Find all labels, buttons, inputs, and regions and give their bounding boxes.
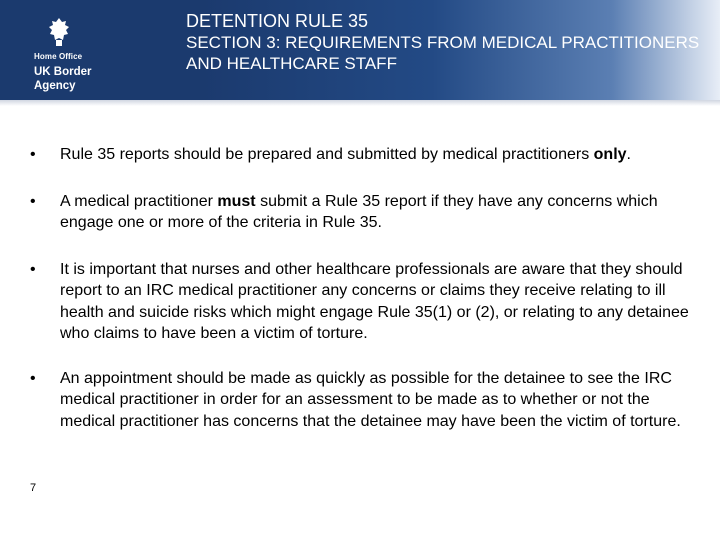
bullet-text-emphasis: only bbox=[593, 146, 627, 163]
bullet-icon: • bbox=[30, 369, 36, 387]
header-banner bbox=[0, 0, 720, 100]
logo-agency: Agency bbox=[34, 80, 76, 92]
title-block bbox=[186, 10, 706, 74]
bullet-item bbox=[26, 191, 706, 234]
uk-border-agency-logo bbox=[14, 12, 154, 100]
bullet-text: It is important that nurses and other healthcare professionals are aware that they should report to an IRC medical practitioner any concerns or claims they receive relating to ill health and suicide risks which might engage Rule 35(1) or (2), or relating to any detainee who claims to have been a victim of torture. bbox=[60, 260, 689, 342]
bullet-text-part: . bbox=[626, 146, 631, 163]
header-divider bbox=[0, 100, 720, 106]
bullet-text-part: Rule 35 reports should be prepared and submitted by medical practitioners bbox=[60, 146, 594, 163]
logo-home-office: Home Office bbox=[34, 52, 83, 61]
bullet-item bbox=[26, 259, 706, 345]
bullet-text-emphasis: must bbox=[217, 192, 256, 210]
page-subtitle: SECTION 3: REQUIREMENTS FROM MEDICAL PRACTITIONERS AND HEALTHCARE STAFF bbox=[186, 33, 700, 73]
bullet-text: An appointment should be made as quickly as possible for the detainee to see the IRC medical practitioner in order for an assessment to be made as to whether or not the medical practitioner has concerns that the detainee may have been the victim of torture. bbox=[60, 369, 681, 430]
page-title: DETENTION RULE 35 bbox=[186, 11, 369, 31]
royal-crest-icon bbox=[44, 16, 74, 48]
slide-number: 7 bbox=[30, 482, 37, 494]
bullet-text bbox=[60, 146, 631, 163]
bullet-icon: • bbox=[30, 192, 36, 210]
bullet-icon: • bbox=[30, 260, 36, 278]
bullet-item bbox=[26, 144, 706, 166]
logo-uk-border: UK Border bbox=[34, 66, 92, 78]
bullet-item bbox=[26, 368, 706, 433]
bullet-icon: • bbox=[30, 146, 36, 163]
bullet-text-part: submit a Rule 35 report if they have any concerns which engage one or more of the criteria in Rule 35. bbox=[60, 192, 658, 231]
bullet-text-part: A medical practitioner bbox=[60, 192, 218, 210]
bullet-list bbox=[26, 144, 706, 432]
bullet-text bbox=[60, 193, 658, 232]
